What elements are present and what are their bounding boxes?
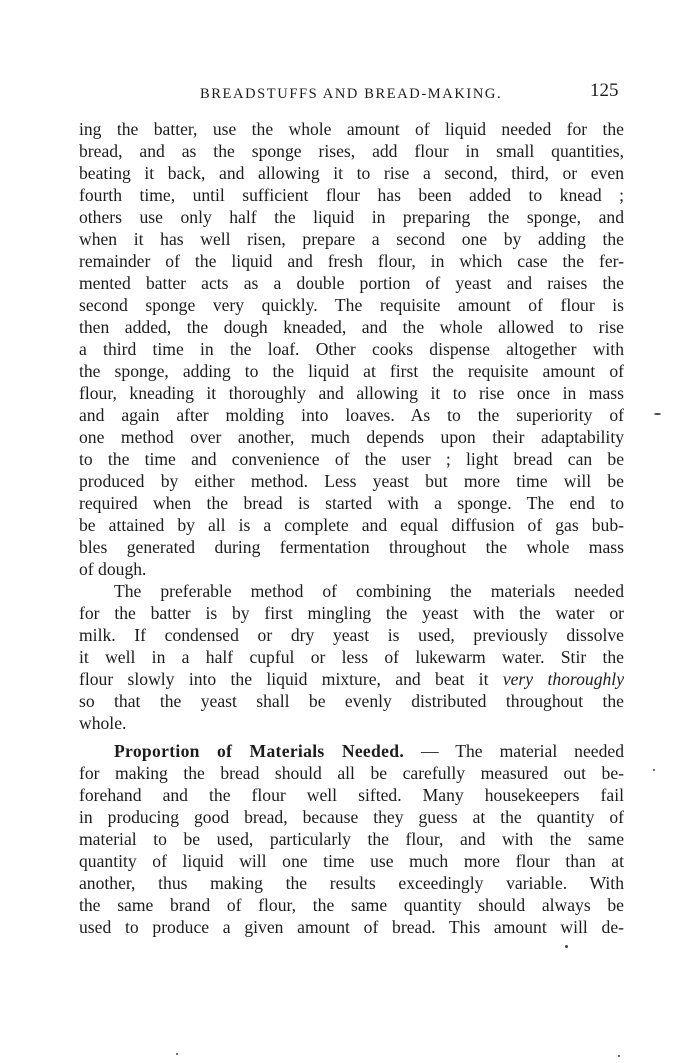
text-line: bread, and as the sponge rises, add flour in small quantities, xyxy=(79,141,624,161)
emphasis-text: very thoroughly xyxy=(502,669,624,689)
text-line: quantity of liquid will one time use much more flour than at xyxy=(79,851,624,871)
text-line: material to be used, particularly the flour, and with the same xyxy=(79,829,624,849)
text-line: for making the bread should all be carefully measured out be- xyxy=(79,763,624,783)
body-text xyxy=(79,118,624,938)
print-speck xyxy=(618,1055,620,1057)
text-line: a third time in the loaf. Other cooks dispense altogether with xyxy=(79,339,624,359)
paragraph-batter-method xyxy=(79,580,624,734)
text-line: to the time and convenience of the user ; light bread can be xyxy=(79,449,624,469)
page-number: 125 xyxy=(590,80,619,101)
text-line: required when the bread is started with a sponge. The end to xyxy=(79,493,624,513)
text-line: The preferable method of combining the materials needed xyxy=(114,581,624,601)
text-line: and again after molding into loaves. As to the superiority of xyxy=(79,405,624,425)
text-line: fourth time, until sufficient flour has been added to knead ; xyxy=(79,185,624,205)
text-line: flour, kneading it thoroughly and allowing it to rise once in mass xyxy=(79,383,624,403)
text-line-with-emphasis xyxy=(79,668,624,690)
text-line: produced by either method. Less yeast but more time will be xyxy=(79,471,624,491)
text-line: second sponge very quickly. The requisite amount of flour is xyxy=(79,295,624,315)
section-heading-line xyxy=(79,740,624,762)
text-fragment: — The material needed xyxy=(404,741,624,761)
text-line: of dough. xyxy=(79,559,147,579)
text-line: another, thus making the results exceedingly variable. With xyxy=(79,873,624,893)
text-fragment: flour slowly into the liquid mixture, and beat it xyxy=(79,669,503,689)
text-line: used to produce a given amount of bread. This amount will de- xyxy=(79,917,624,937)
text-line: ing the batter, use the whole amount of liquid needed for the xyxy=(79,119,624,139)
print-speck xyxy=(565,945,568,948)
paragraph-proportion xyxy=(79,740,624,938)
print-speck xyxy=(654,413,661,415)
section-heading: Proportion of Materials Needed. xyxy=(114,741,405,761)
text-line: the same brand of flour, the same quantity should always be xyxy=(79,895,624,915)
text-line: whole. xyxy=(79,713,127,733)
paragraph-continued xyxy=(79,118,624,580)
text-line: remainder of the liquid and fresh flour, in which case the fer- xyxy=(79,251,624,271)
text-line: then added, the dough kneaded, and the whole allowed to rise xyxy=(79,317,624,337)
text-line: beating it back, and allowing it to rise a second, third, or even xyxy=(79,163,624,183)
text-line: milk. If condensed or dry yeast is used, previously dissolve xyxy=(79,625,624,645)
text-line: mented batter acts as a double portion of yeast and raises the xyxy=(79,273,624,293)
text-line: for the batter is by first mingling the yeast with the water or xyxy=(79,603,624,623)
text-line: in producing good bread, because they guess at the quantity of xyxy=(79,807,624,827)
text-line: be attained by all is a complete and equal diffusion of gas bub- xyxy=(79,515,624,535)
running-title: BREADSTUFFS AND BREAD-MAKING. xyxy=(200,86,503,102)
text-line: the sponge, adding to the liquid at first the requisite amount of xyxy=(79,361,624,381)
text-line: one method over another, much depends upon their adaptability xyxy=(79,427,624,447)
text-line: bles generated during fermentation throughout the whole mass xyxy=(79,537,624,557)
print-speck xyxy=(653,769,655,771)
text-line: it well in a half cupful or less of lukewarm water. Stir the xyxy=(79,647,624,667)
text-line: so that the yeast shall be evenly distributed throughout the xyxy=(79,691,624,711)
print-speck xyxy=(176,1053,178,1055)
text-line: forehand and the flour well sifted. Many housekeepers fail xyxy=(79,785,624,805)
text-line: others use only half the liquid in preparing the sponge, and xyxy=(79,207,624,227)
text-line: when it has well risen, prepare a second one by adding the xyxy=(79,229,624,249)
